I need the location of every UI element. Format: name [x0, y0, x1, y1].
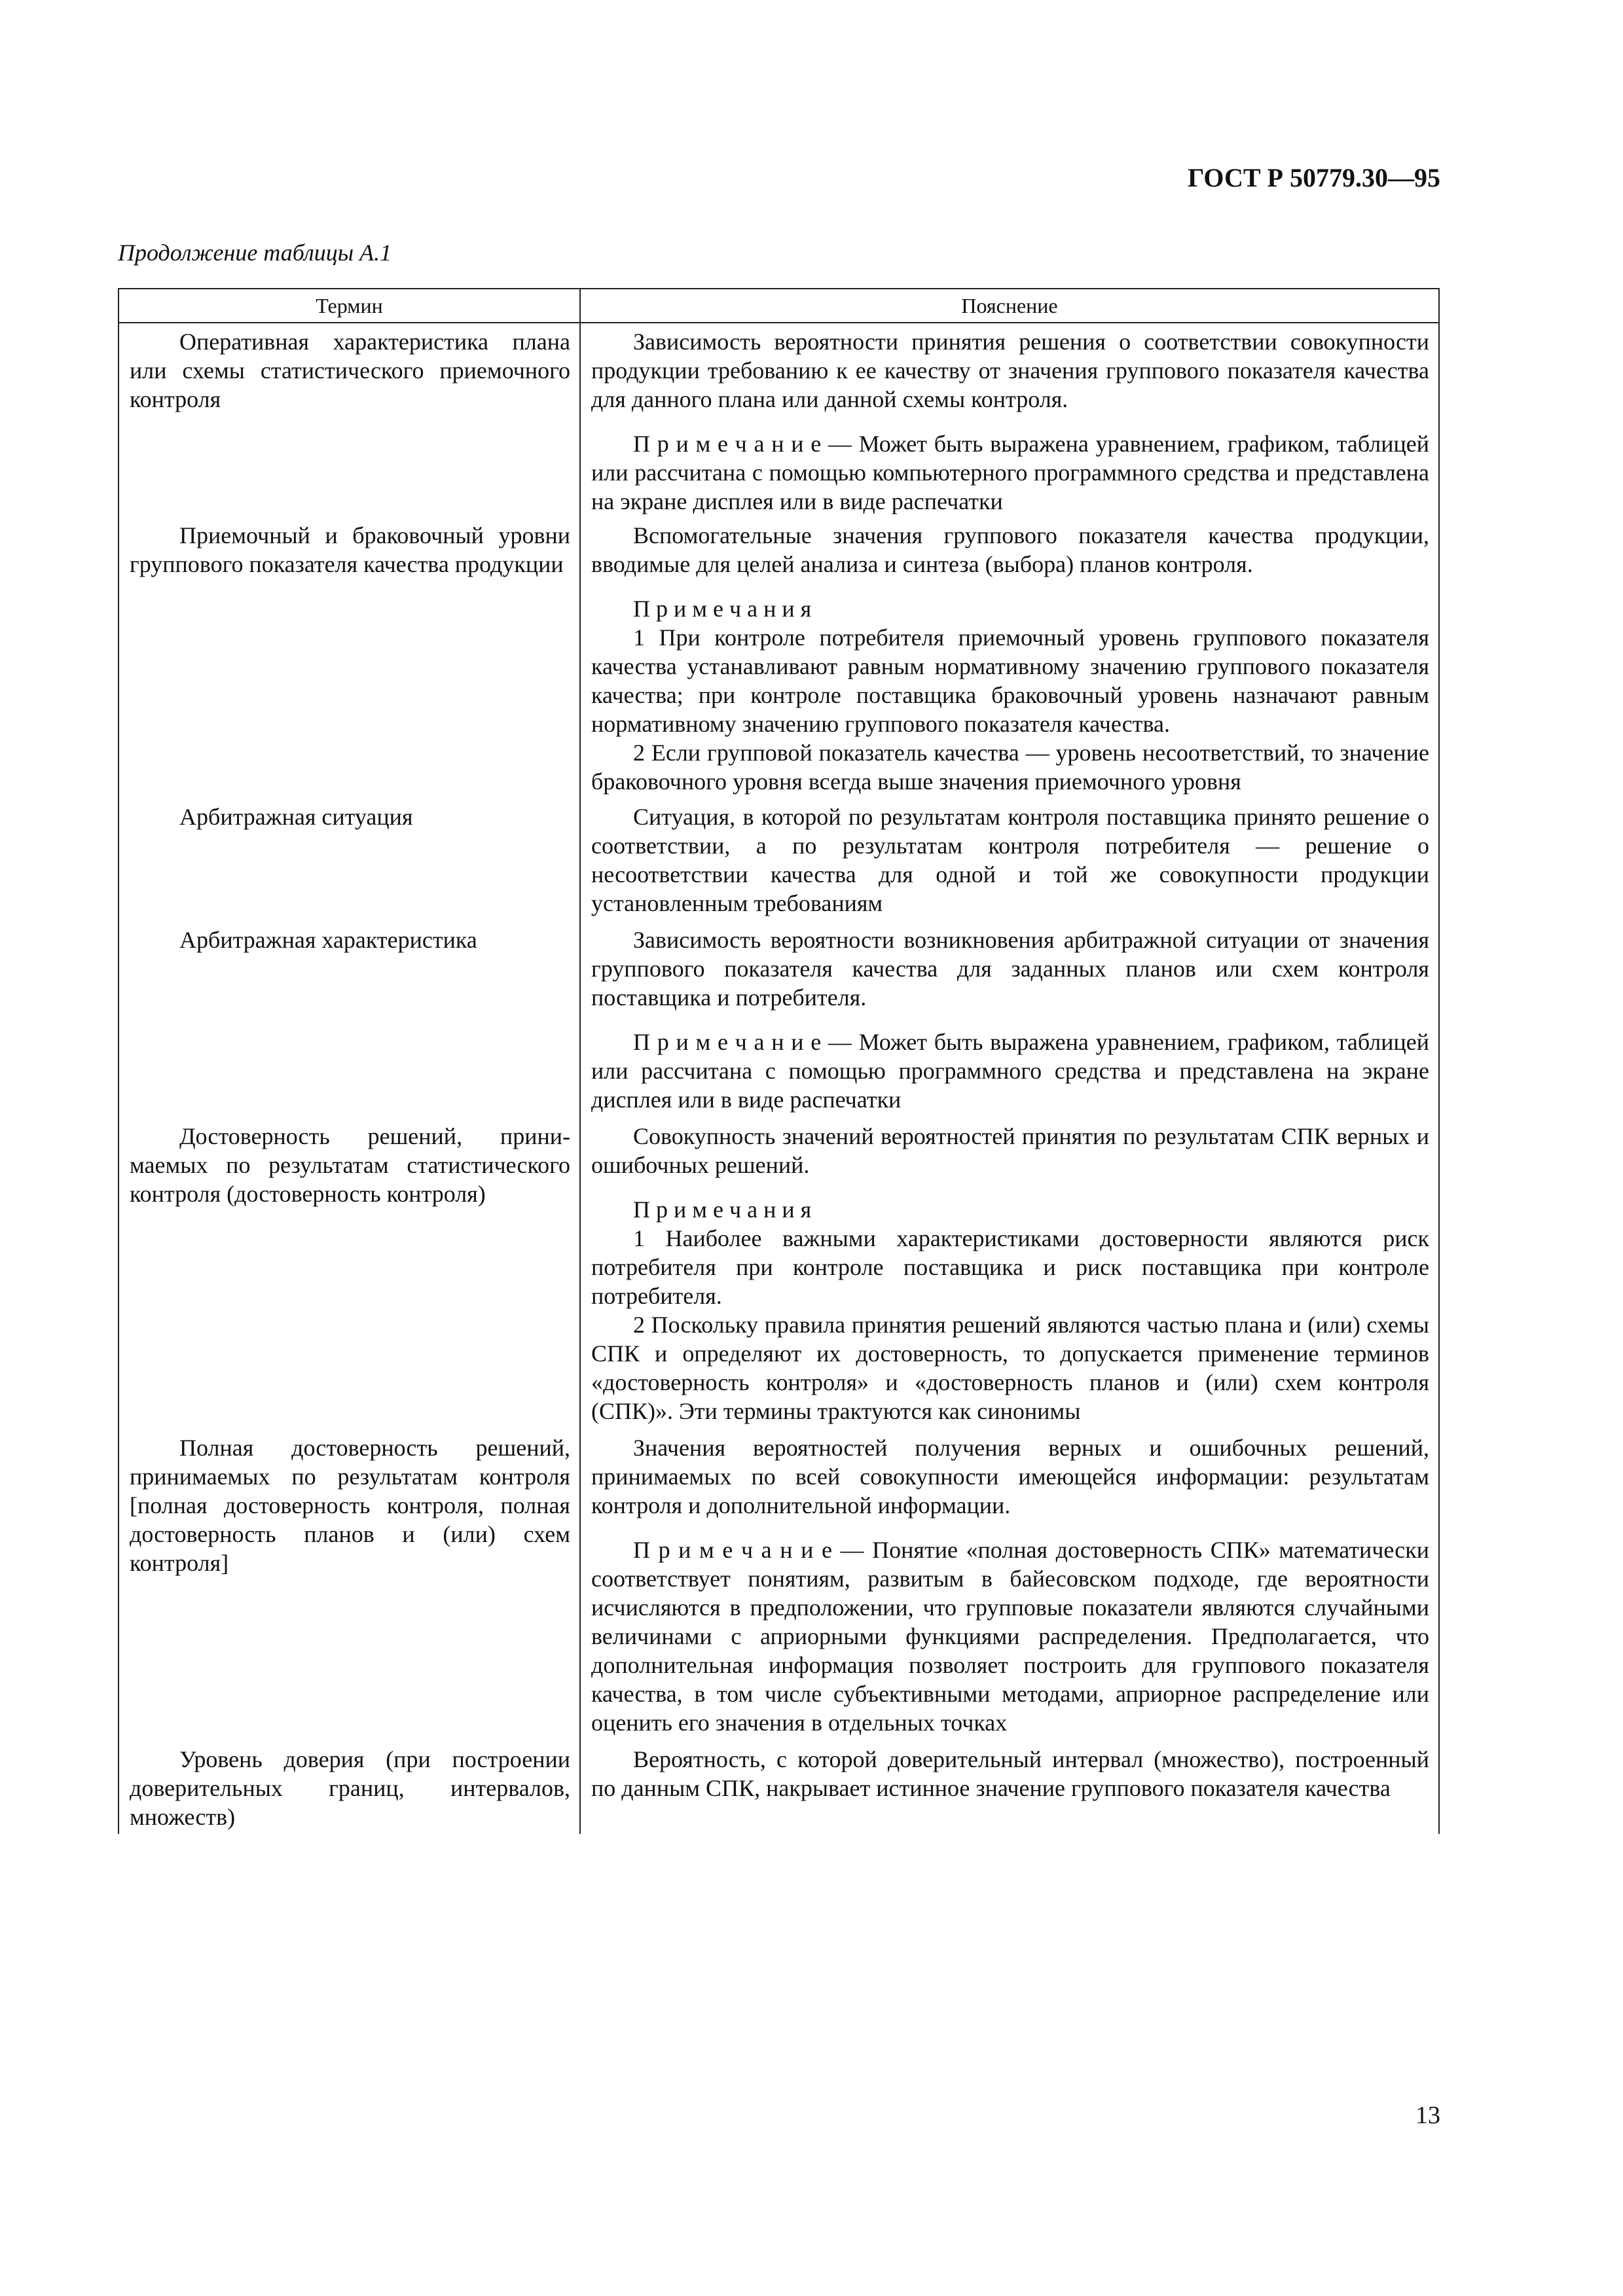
- column-header-explanation: Пояснение: [580, 289, 1439, 323]
- note-label: П р и м е ч а н и е —: [633, 1029, 852, 1055]
- note-paragraph: [591, 1028, 1429, 1114]
- term-cell: [119, 798, 580, 922]
- term-text: Арбитражная ситуация: [179, 804, 413, 830]
- explanation-cell: [580, 1429, 1439, 1741]
- table-row: [119, 922, 1439, 1118]
- note-text: Может быть выражена уравнением, графиком, таблицей или рассчитана с помощью компьютерного программного средства и представлена на экране дисплея или в виде распечатки: [591, 431, 1429, 514]
- note-item: 1 При контроле потребителя приемочный уровень группового показателя качества устанавливают равным нормативному значению группового показателя качества; при контроле поставщика браковочный уровень назначают равным нормативному значению группового показателя качества.: [591, 624, 1429, 737]
- note-label: П р и м е ч а н и е —: [633, 1537, 864, 1563]
- explanation-cell: [580, 1118, 1439, 1429]
- term-cell: [119, 518, 580, 798]
- document-code: ГОСТ Р 50779.30—95: [1187, 163, 1440, 192]
- definition-text: Зависимость вероятности принятия решения о соответствии совокупности продукции требованию к ее качеству от значения группового показателя качества для данного плана или данной схемы контроля.: [591, 329, 1429, 412]
- note-text: Понятие «полная достоверность СПК» математически соответствует понятиям, развитым в байесовском подходе, где вероятности исчисляются в предположении, что групповые показатели являются случайными величинами с априорными функциями распределения. Предполагается, что дополнительная информация позволяет построить для группового показателя качества, в том числе субъективными методами, априорное распределение или оценить его значения в отдельных точках: [591, 1537, 1429, 1736]
- table-row: [119, 1429, 1439, 1741]
- note-item: 2 Поскольку правила принятия решений являются частью плана и (или) схемы СПК и определяют их достоверность, то допускается применение терминов «достоверность контроля» и «достоверность планов и (или) схем контроля (СПК)». Эти термины трактуются как синонимы: [591, 1312, 1429, 1424]
- definition-text: Вспомогательные значения группового показателя качества продукции, вводимые для целей анализа и синтеза (выбора) планов контроля.: [591, 522, 1429, 577]
- term-text: Полная достоверность решений, принимаемых по результатам контроля [полная достоверность контроля, полная достоверность планов и (или) схем контроля]: [130, 1435, 570, 1576]
- term-cell: [119, 323, 580, 518]
- table-row: [119, 518, 1439, 798]
- table-caption: Продолжение таблицы А.1: [118, 240, 392, 266]
- note-item: 2 Если групповой показатель качества — уровень несоответствий, то значение браковочного уровня всегда выше значения приемочного уровня: [591, 740, 1429, 795]
- term-cell: [119, 1429, 580, 1741]
- definition-text: Вероятность, с которой доверительный интервал (множество), построенный по данным СПК, накрывает истинное значение группового показателя качества: [591, 1746, 1429, 1801]
- term-text: Уровень доверия (при построении доверительных границ, интервалов, множеств): [130, 1746, 570, 1830]
- table-row: [119, 1118, 1439, 1429]
- note-item: 1 Наиболее важными характеристиками достоверности являются риск потребителя при контроле поставщика и риск поставщика при контроле потребителя.: [591, 1225, 1429, 1309]
- table-row: [119, 798, 1439, 922]
- notes-label: П р и м е ч а н и я: [633, 596, 812, 622]
- explanation-cell: [580, 518, 1439, 798]
- term-cell: [119, 1741, 580, 1834]
- notes-label: П р и м е ч а н и я: [633, 1196, 812, 1223]
- note-label: П р и м е ч а н и е —: [633, 431, 852, 457]
- term-text: Приемочный и браковочный уровни группового показателя качества продукции: [130, 522, 570, 577]
- explanation-cell: [580, 1741, 1439, 1834]
- term-text: Арбитражная характеристика: [179, 927, 477, 953]
- definition-text: Зависимость вероятности возникновения арбитражной ситуации от значения группового показателя качества для заданных планов или схем контроля поставщика и потребителя.: [591, 927, 1429, 1011]
- column-header-term: Термин: [119, 289, 580, 323]
- explanation-cell: [580, 798, 1439, 922]
- explanation-cell: [580, 922, 1439, 1118]
- term-cell: [119, 1118, 580, 1429]
- table-header-row: [119, 289, 1439, 323]
- note-text: Может быть выражена уравнением, графиком, таблицей или рассчитана с помощью программного средства и представлена на экране дисплея или в виде распечатки: [591, 1029, 1429, 1113]
- page-number: 13: [1415, 2102, 1440, 2129]
- table-row: [119, 323, 1439, 518]
- terms-table: [118, 288, 1440, 1834]
- definition-text: Совокупность значений вероятностей принятия по результатам СПК верных и ошибочных решений.: [591, 1123, 1429, 1178]
- definition-text: Ситуация, в которой по результатам контроля поставщика принято решение о соответствии, а по результатам контроля потребителя — решение о несоответствии качества для одной и той же совокупности продукции установленным требованиям: [591, 804, 1429, 916]
- table-row: [119, 1741, 1439, 1834]
- note-paragraph: [591, 1535, 1429, 1737]
- term-cell: [119, 922, 580, 1118]
- explanation-cell: [580, 323, 1439, 518]
- note-paragraph: [591, 429, 1429, 516]
- definition-text: Значения вероятностей получения верных и ошибочных решений, принимаемых по всей совокупности имеющейся информации: результатам контроля и дополнительной информации.: [591, 1435, 1429, 1518]
- term-text: Оперативная характеристика плана или схемы статистического приемочного контроля: [130, 329, 570, 412]
- term-text: Достоверность решений, принимаемых по результатам статистического контроля (достоверность контроля): [130, 1123, 570, 1207]
